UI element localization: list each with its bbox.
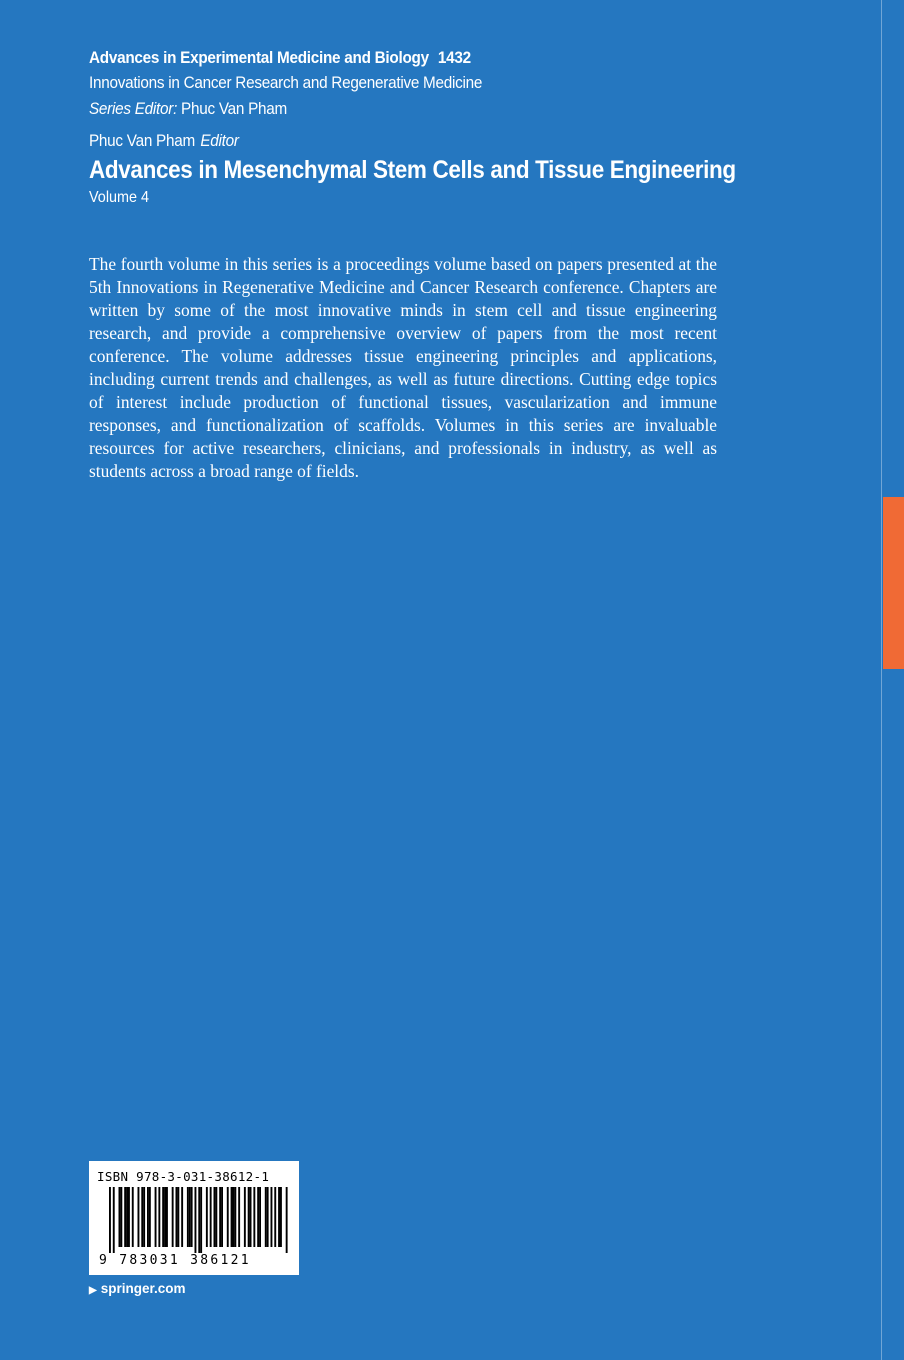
barcode-bar [215, 1187, 217, 1247]
barcode-bar [126, 1187, 128, 1247]
barcode-bar [278, 1187, 280, 1247]
barcode-bar [162, 1187, 164, 1247]
barcode-bar [248, 1187, 250, 1247]
isbn-barcode [89, 1161, 299, 1275]
spine-edge-line [881, 0, 882, 1360]
series-editor-line [89, 96, 719, 122]
barcode-bar [189, 1187, 191, 1247]
barcode-bar [120, 1187, 122, 1247]
barcode-bar [219, 1187, 221, 1247]
barcode-bar [286, 1187, 288, 1253]
subseries-title: Innovations in Cancer Research and Regenerative Medicine [89, 73, 483, 92]
publisher-link[interactable] [89, 1281, 185, 1296]
barcode-bar [172, 1187, 174, 1247]
cover-header [89, 46, 789, 209]
barcode-bar [149, 1187, 151, 1247]
barcode-bar [124, 1187, 126, 1247]
triangle-right-icon: ▶ [89, 1285, 97, 1296]
barcode-bar [265, 1187, 267, 1247]
barcode-bar [113, 1187, 115, 1253]
publisher-url: springer.com [100, 1281, 186, 1296]
book-volume: Volume 4 [89, 189, 150, 206]
barcode-digits: 9 783031 386121 [99, 1253, 251, 1268]
barcode-bar [271, 1187, 273, 1247]
barcode-bar [176, 1187, 178, 1247]
barcode-bar [233, 1187, 235, 1247]
series-editor-name: Phuc Van Pham [181, 99, 287, 118]
series-line [89, 46, 719, 70]
barcode-bar [128, 1187, 130, 1247]
barcode-bar [214, 1187, 216, 1247]
barcode-bar [195, 1187, 197, 1253]
barcode-bar [119, 1187, 121, 1247]
isbn-label: ISBN 978-3-031-38612-1 [97, 1169, 270, 1184]
barcode-bar [191, 1187, 193, 1247]
barcode-bar [166, 1187, 168, 1247]
book-title: Advances in Mesenchymal Stem Cells and Tissue Engineering [89, 156, 736, 184]
barcode-bar [147, 1187, 149, 1247]
barcode-bar [155, 1187, 157, 1247]
series-editor-label: Series Editor: [89, 99, 178, 118]
barcode-bar [253, 1187, 255, 1247]
barcode-bar [158, 1187, 160, 1247]
barcode-bar [132, 1187, 134, 1247]
barcode-bar [280, 1187, 282, 1247]
barcode-bar [274, 1187, 276, 1247]
series-title: Advances in Experimental Medicine and Biology [89, 48, 429, 67]
barcode-bar [177, 1187, 179, 1247]
barcode-bar [221, 1187, 223, 1247]
barcode-bar [231, 1187, 233, 1247]
barcode-bar [200, 1187, 202, 1253]
barcode-bar [143, 1187, 145, 1247]
book-editor-role: Editor [200, 131, 239, 150]
barcode-bar [267, 1187, 269, 1247]
barcode-bar [164, 1187, 166, 1247]
barcode-bar [238, 1187, 240, 1247]
barcode-bar [141, 1187, 143, 1247]
barcode-bar [181, 1187, 183, 1247]
barcode-bar [198, 1187, 200, 1253]
barcode-bar [259, 1187, 261, 1247]
barcode-bar [210, 1187, 212, 1247]
barcode-bar [257, 1187, 259, 1247]
back-cover-blurb: The fourth volume in this series is a proceedings volume based on papers presented at the 5th Innovations in Regenerative Medicine and Cancer Research conference. Chapters are written by some of the most innovative minds in stem cell and tissue engineering research, and provide a comprehensive overview of papers from the most recent conference. The volume addresses tissue engineering principles and applications, including current trends and challenges, as well as future directions. Cutting edge topics of interest include production of functional tissues, vascularization and immune responses, and functionalization of scaffolds. Volumes in this series are invaluable resources for active researchers, clinicians, and professionals in industry, as well as students across a broad range of fields. [89, 254, 717, 481]
barcode-bar [244, 1187, 246, 1247]
series-number: 1432 [437, 48, 471, 67]
barcode-bar [227, 1187, 229, 1247]
barcode-bar [234, 1187, 236, 1247]
barcode-bar [187, 1187, 189, 1247]
barcode-bar [138, 1187, 140, 1247]
spine-color-tab [883, 497, 904, 669]
barcode-bar [206, 1187, 208, 1247]
barcode-bar [250, 1187, 252, 1247]
book-editor-line [89, 129, 719, 153]
barcode-bar [109, 1187, 111, 1253]
book-editor-name: Phuc Van Pham [89, 131, 195, 150]
